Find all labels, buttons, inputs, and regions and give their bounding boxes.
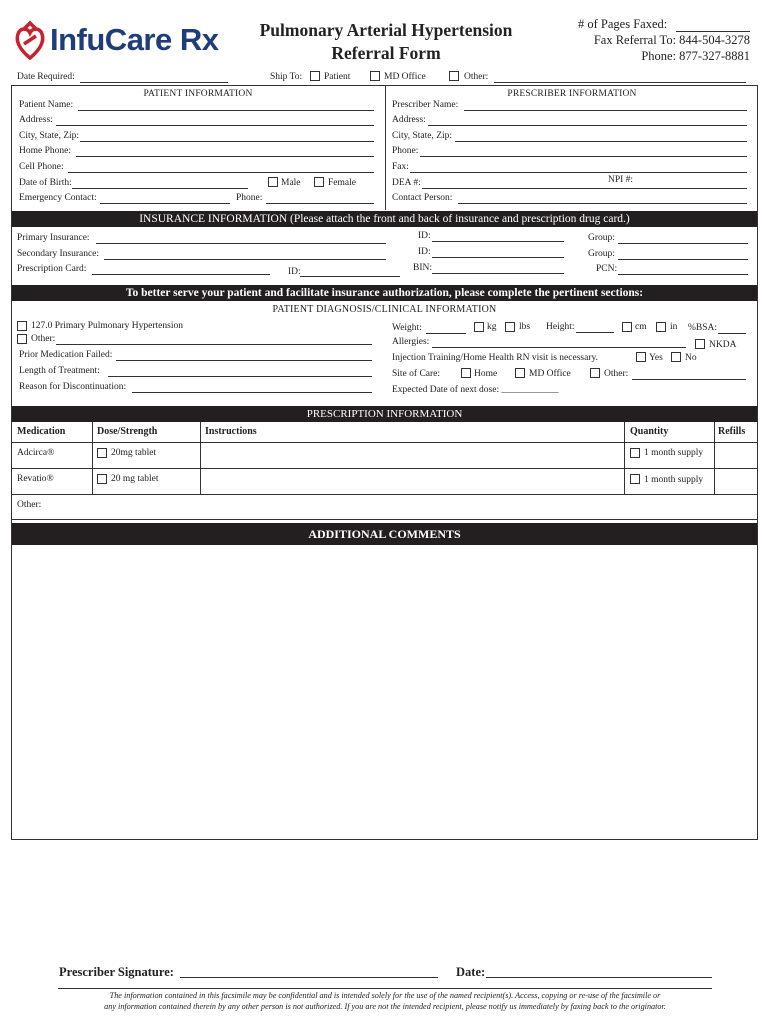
pcn-field[interactable] [618, 274, 748, 275]
female-checkbox[interactable] [314, 177, 324, 187]
patient-info-heading: PATIENT INFORMATION [143, 89, 253, 99]
secondary-group-field[interactable] [618, 259, 748, 260]
revatio-dose-checkbox[interactable] [97, 474, 107, 484]
col-refills: Refills [718, 426, 746, 437]
height-label: Height: [546, 322, 575, 332]
in-checkbox[interactable] [656, 322, 666, 332]
date-field[interactable] [486, 977, 712, 978]
insurance-bar: INSURANCE INFORMATION (Please attach the front and back of insurance and prescription drug card.) [12, 211, 757, 227]
prescriber-name-field[interactable] [464, 110, 747, 111]
rx-card-id-field[interactable] [300, 276, 400, 277]
in-label: in [670, 322, 678, 332]
site-other-field[interactable] [632, 379, 746, 380]
med-other-label: Other: [17, 500, 42, 510]
site-home-label: Home [474, 369, 498, 379]
npi-label: NPI #: [608, 175, 634, 185]
secondary-insurance-field[interactable] [104, 259, 386, 260]
prescriber-city-label: City, State, Zip: [392, 131, 453, 141]
bsa-field[interactable] [718, 333, 746, 334]
prescriber-address-field[interactable] [428, 125, 747, 126]
pcn-label: PCN: [596, 264, 618, 274]
bsa-label: %BSA: [688, 323, 718, 333]
patient-address-field[interactable] [56, 125, 374, 126]
ship-md-office-checkbox[interactable] [370, 71, 380, 81]
secondary-id-label: ID: [418, 247, 431, 257]
heart-logo-icon [14, 20, 46, 60]
site-home-checkbox[interactable] [461, 368, 471, 378]
length-field[interactable] [108, 376, 372, 377]
patient-name-field[interactable] [78, 110, 374, 111]
patient-cell-phone-label: Cell Phone: [19, 162, 64, 172]
patient-cell-phone-field[interactable] [68, 172, 374, 173]
pages-faxed-field[interactable] [676, 31, 750, 32]
male-checkbox[interactable] [268, 177, 278, 187]
patient-address-label: Address: [19, 115, 53, 125]
dx-other-field[interactable] [56, 344, 372, 345]
prescription-bar: PRESCRIPTION INFORMATION [12, 406, 757, 422]
contact-person-field[interactable] [458, 203, 747, 204]
footer-divider [58, 988, 712, 989]
patient-dob-label: Date of Birth: [19, 178, 72, 188]
lbs-checkbox[interactable] [505, 322, 515, 332]
primary-group-field[interactable] [618, 243, 748, 244]
dx-127-checkbox[interactable] [17, 321, 27, 331]
site-other-label: Other: [604, 369, 629, 379]
male-label: Male [281, 178, 301, 188]
rx-card-id-label: ID: [288, 267, 301, 277]
disclaimer-line1: The information contained in this facsimile may be confidential and is intended solely for the use of the named recipient(s). Access, copying or re-use of the facsimile or [109, 991, 661, 1000]
bin-label: BIN: [413, 263, 432, 273]
prescriber-phone-field[interactable] [420, 156, 747, 157]
dea-field[interactable] [422, 188, 747, 189]
adcirca-dose: 20mg tablet [111, 448, 157, 458]
bin-field[interactable] [432, 273, 564, 274]
cm-label: cm [635, 322, 647, 332]
ship-md-office-label: MD Office [384, 72, 426, 82]
comments-bar: ADDITIONAL COMMENTS [12, 523, 757, 545]
prescriber-name-label: Prescriber Name: [392, 100, 459, 110]
weight-label: Weight: [392, 323, 422, 333]
prescription-card-field[interactable] [92, 274, 270, 275]
next-dose-label: Expected Date of next dose: ____________ [392, 385, 559, 395]
adcirca-quantity: 1 month supply [644, 448, 704, 458]
weight-field[interactable] [426, 333, 466, 334]
ship-patient-checkbox[interactable] [310, 71, 320, 81]
clinical-heading: PATIENT DIAGNOSIS/CLINICAL INFORMATION [272, 304, 497, 315]
patient-home-phone-field[interactable] [76, 156, 374, 157]
emergency-phone-field[interactable] [266, 203, 374, 204]
contact-person-label: Contact Person: [392, 193, 453, 203]
revatio-quantity: 1 month supply [644, 475, 704, 485]
dx-127-label: 127.0 Primary Pulmonary Hypertension [31, 321, 183, 331]
kg-label: kg [487, 322, 497, 332]
ship-patient-label: Patient [324, 72, 351, 82]
primary-insurance-field[interactable] [96, 243, 386, 244]
reason-label: Reason for Discontinuation: [19, 382, 127, 392]
comments-area[interactable] [12, 545, 757, 839]
patient-name-label: Patient Name: [19, 100, 74, 110]
adcirca-dose-checkbox[interactable] [97, 448, 107, 458]
injection-training-label: Injection Training/Home Health RN visit is necessary. [392, 353, 598, 363]
secondary-group-label: Group: [588, 249, 615, 259]
site-md-office-label: MD Office [529, 369, 571, 379]
revatio-dose: 20 mg tablet [111, 474, 159, 484]
primary-insurance-label: Primary Insurance: [17, 233, 90, 243]
med-revatio: Revatio® [17, 474, 54, 484]
lbs-label: lbs [519, 322, 531, 332]
signature-label: Prescriber Signature: [59, 965, 174, 979]
primary-group-label: Group: [588, 233, 615, 243]
nkda-checkbox[interactable] [695, 339, 705, 349]
patient-home-phone-label: Home Phone: [19, 146, 71, 156]
disclaimer-line2: any information contained therein by any other person is not authorized. If you are not the intended recipient, please notify us immediately by faxing back to the originator. [104, 1002, 666, 1011]
female-label: Female [328, 178, 356, 188]
date-label: Date: [456, 965, 486, 979]
injection-yes-label: Yes [649, 353, 663, 363]
secondary-insurance-label: Secondary Insurance: [17, 249, 100, 259]
dea-label: DEA #: [392, 178, 421, 188]
prior-med-field[interactable] [116, 360, 372, 361]
ship-other-label: Other: [464, 72, 489, 82]
prescriber-fax-label: Fax: [392, 162, 409, 172]
length-label: Length of Treatment: [19, 366, 100, 376]
site-md-office-checkbox[interactable] [515, 368, 525, 378]
patient-dob-field[interactable] [72, 188, 248, 189]
ship-to-label: Ship To: [270, 72, 303, 82]
patient-city-label: City, State, Zip: [19, 131, 80, 141]
height-field[interactable] [576, 332, 614, 333]
date-required-field[interactable] [80, 82, 228, 83]
form-title-line2: Referral Form [331, 43, 441, 63]
adcirca-quantity-checkbox[interactable] [630, 448, 640, 458]
emergency-phone-label: Phone: [236, 193, 263, 203]
secondary-id-field[interactable] [432, 257, 564, 258]
site-of-care-label: Site of Care: [392, 369, 441, 379]
col-instructions: Instructions [205, 426, 257, 437]
dx-other-label: Other: [31, 334, 56, 344]
prescriber-address-label: Address: [392, 115, 426, 125]
prescriber-fax-field[interactable] [410, 172, 747, 173]
logo [14, 20, 234, 64]
prescription-card-label: Prescription Card: [17, 264, 87, 274]
clinical-bar: To better serve your patient and facilitate insurance authorization, please complete the pertinent sections: [12, 285, 757, 301]
kg-checkbox[interactable] [474, 322, 484, 332]
patient-city-field[interactable] [80, 141, 374, 142]
injection-no-checkbox[interactable] [671, 352, 681, 362]
pages-faxed-label: # of Pages Faxed: [578, 17, 668, 31]
prescriber-phone-label: Phone: [392, 146, 419, 156]
phone-text: Phone: 877-327-8881 [641, 49, 750, 63]
reason-field[interactable] [132, 392, 372, 393]
fax-referral-text: Fax Referral To: 844-504-3278 [593, 33, 750, 47]
form-title-line1: Pulmonary Arterial Hypertension [259, 20, 513, 40]
allergies-field[interactable] [432, 347, 686, 348]
primary-id-field[interactable] [432, 241, 564, 242]
injection-yes-checkbox[interactable] [636, 352, 646, 362]
med-adcirca: Adcirca® [17, 448, 55, 458]
dx-other-checkbox[interactable] [17, 334, 27, 344]
prescriber-info-heading: PRESCRIBER INFORMATION [507, 89, 637, 99]
col-quantity: Quantity [630, 426, 669, 437]
ship-other-field[interactable] [494, 82, 746, 83]
logo-text: InfuCare Rx [50, 22, 219, 57]
emergency-contact-field[interactable] [100, 203, 230, 204]
emergency-contact-label: Emergency Contact: [19, 193, 97, 203]
site-other-checkbox[interactable] [590, 368, 600, 378]
info-divider [385, 86, 386, 210]
primary-id-label: ID: [418, 231, 431, 241]
revatio-quantity-checkbox[interactable] [630, 474, 640, 484]
ship-other-checkbox[interactable] [449, 71, 459, 81]
injection-no-label: No [685, 353, 697, 363]
prescriber-city-field[interactable] [455, 141, 747, 142]
col-medication: Medication [17, 426, 66, 437]
cm-checkbox[interactable] [622, 322, 632, 332]
date-required-label: Date Required: [17, 72, 75, 82]
signature-field[interactable] [180, 977, 438, 978]
nkda-label: NKDA [709, 340, 737, 350]
prior-med-label: Prior Medication Failed: [19, 350, 113, 360]
allergies-label: Allergies: [392, 337, 430, 347]
col-dose: Dose/Strength [97, 426, 158, 437]
